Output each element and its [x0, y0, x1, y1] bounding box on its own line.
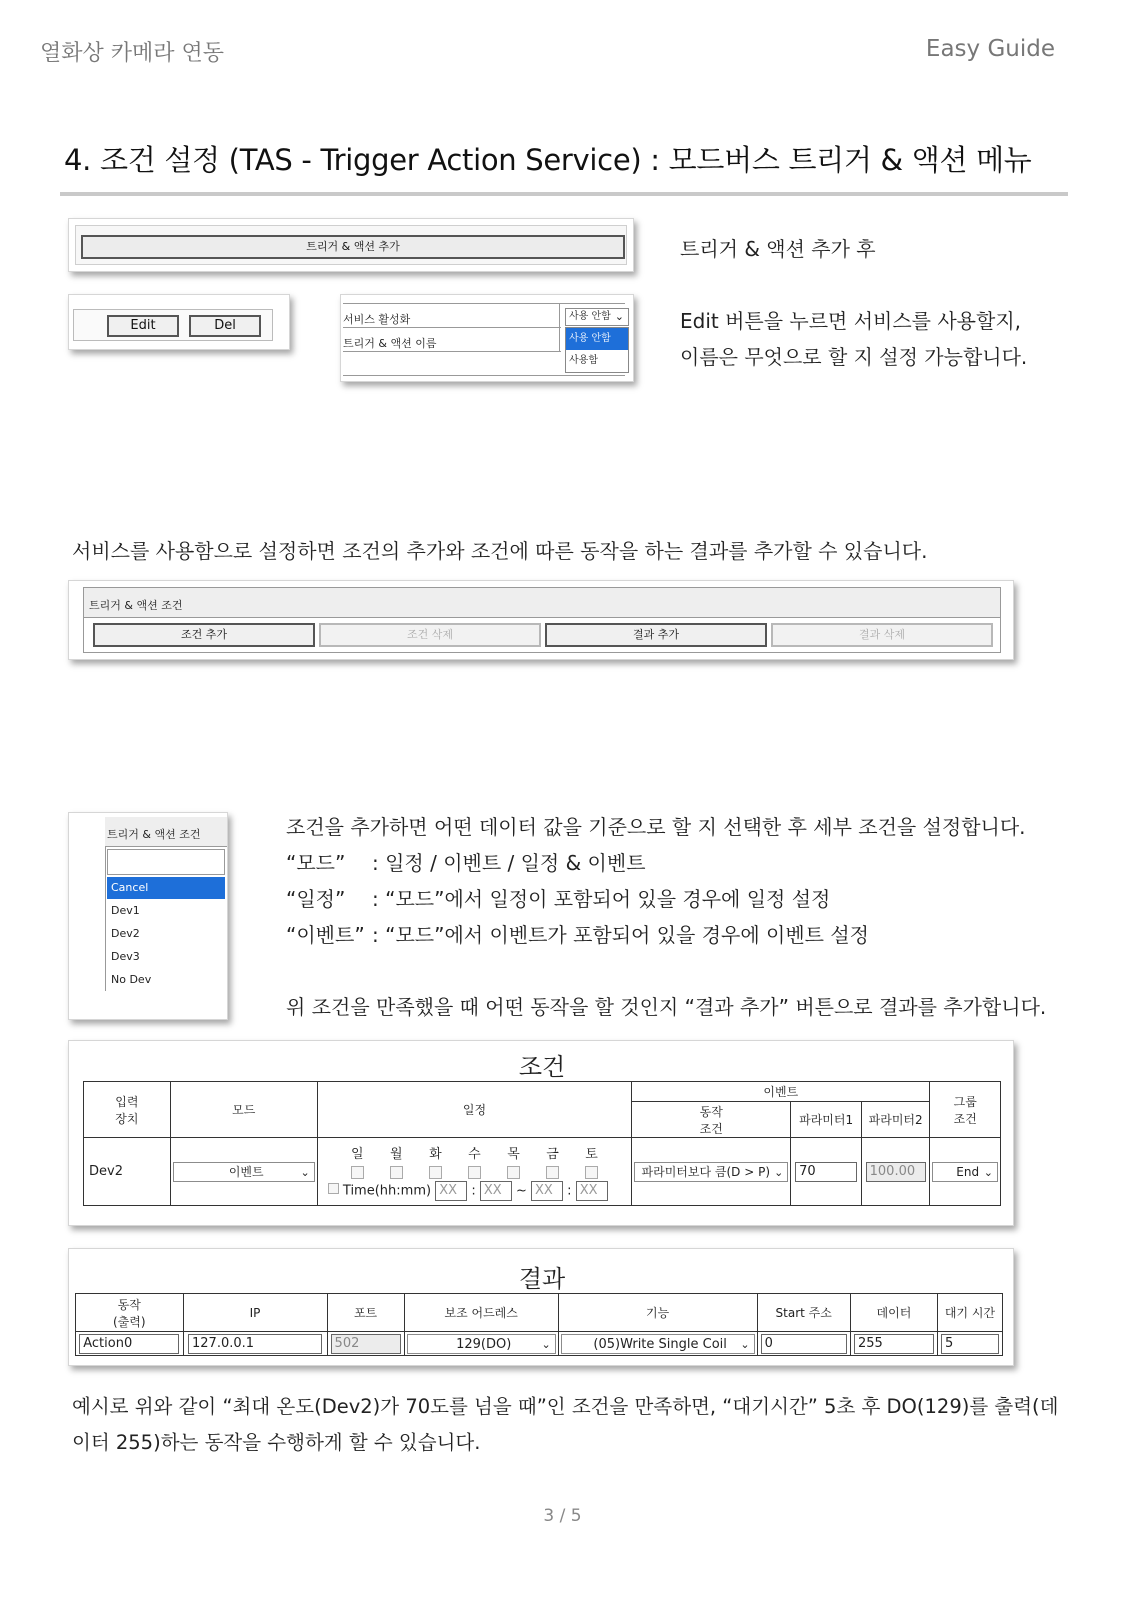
select-options	[565, 327, 629, 373]
header-left: 열화상 카메라 연동	[40, 41, 225, 66]
col-data: 데이터	[850, 1294, 937, 1332]
option-enabled[interactable]: 사용함	[569, 355, 598, 366]
col-mode: 모드	[170, 1082, 317, 1138]
condition-table	[83, 1081, 1001, 1206]
sub-address-select[interactable]: 129(DO) ⌄	[407, 1334, 556, 1354]
day-thu: 목	[507, 1146, 520, 1162]
col-sub-address: 보조 어드레스	[404, 1294, 558, 1332]
col-param2: 파라미터2	[861, 1102, 930, 1138]
condition-title: 조건	[518, 1053, 566, 1081]
text-mode-label: “모드”	[286, 851, 346, 875]
event-condition-select[interactable]: 파라미터보다 큼(D > P) ⌄	[634, 1162, 788, 1182]
service-enable-label: 서비스 활성화	[343, 313, 411, 326]
edit-button[interactable]: Edit	[107, 315, 179, 337]
day-mon: 월	[390, 1146, 403, 1162]
result-title: 결과	[518, 1265, 566, 1293]
time-row: Time(hh:mm) XX : XX ~ XX : XX	[318, 1181, 631, 1201]
checkbox-mon[interactable]	[390, 1166, 403, 1179]
ip-input[interactable]: 127.0.0.1	[188, 1334, 322, 1354]
text-schedule-label: “일정”	[286, 887, 346, 911]
checkbox-tue[interactable]	[429, 1166, 442, 1179]
col-group: 그룹 조건	[930, 1082, 1001, 1138]
screenshot-device-list	[68, 812, 228, 1020]
device-option-nodev[interactable]: No Dev	[111, 973, 152, 986]
col-function: 기능	[558, 1294, 757, 1332]
screenshot-edit-del	[68, 294, 290, 350]
screenshot-service-settings	[340, 294, 634, 382]
text-edit-line2: 이름은 무엇으로 할 지 설정 가능합니다.	[680, 345, 1028, 369]
screenshot-add-trigger	[68, 218, 634, 272]
day-wed: 수	[468, 1146, 481, 1162]
text-service-enabled: 서비스를 사용함으로 설정하면 조건의 추가와 조건에 따른 동작을 하는 결과를 추가할 수 있습니다.	[72, 539, 928, 563]
screenshot-result-table	[68, 1248, 1014, 1366]
col-action-output: 동작 (출력)	[76, 1294, 184, 1332]
text-edit-line1: Edit 버튼을 누르면 서비스를 사용할지,	[680, 309, 1021, 333]
cell-device: Dev2	[84, 1138, 171, 1206]
trigger-name-label: 트리거 & 액션 이름	[343, 337, 437, 350]
result-table	[75, 1293, 1003, 1356]
weekday-checkboxes	[318, 1162, 631, 1181]
checkbox-sat[interactable]	[585, 1166, 598, 1179]
device-option-dev2[interactable]: Dev2	[111, 927, 140, 940]
time-start-minute[interactable]: XX	[480, 1181, 512, 1201]
option-disabled[interactable]: 사용 안함	[566, 328, 628, 350]
condition-section-header: 트리거 & 액션 조건	[89, 599, 183, 612]
text-condition-intro: 조건을 추가하면 어떤 데이터 값을 기준으로 할 지 선택한 후 세부 조건을 설정합니다.	[286, 815, 1026, 839]
checkbox-thu[interactable]	[507, 1166, 520, 1179]
checkbox-fri[interactable]	[546, 1166, 559, 1179]
text-after-add: 트리거 & 액션 추가 후	[680, 237, 876, 261]
col-param1: 파라미터1	[791, 1102, 862, 1138]
port-input[interactable]: 502	[331, 1334, 401, 1354]
screenshot-condition-table	[68, 1040, 1014, 1226]
device-option-dev1[interactable]: Dev1	[111, 904, 140, 917]
delete-condition-button[interactable]: 조건 삭제	[319, 623, 541, 647]
day-fri: 금	[546, 1146, 559, 1162]
param2-input[interactable]: 100.00	[866, 1162, 926, 1182]
add-trigger-action-button[interactable]: 트리거 & 액션 추가	[81, 235, 625, 259]
col-start-address: Start 주소	[757, 1294, 850, 1332]
time-end-hour[interactable]: XX	[531, 1181, 563, 1201]
day-sat: 토	[585, 1146, 598, 1162]
col-event: 이벤트	[632, 1082, 930, 1102]
header-right: Easy Guide	[925, 36, 1055, 62]
title-divider	[60, 192, 1068, 196]
group-condition-select[interactable]: End ⌄	[932, 1162, 998, 1182]
device-option-dev3[interactable]: Dev3	[111, 950, 140, 963]
col-ip: IP	[183, 1294, 327, 1332]
page-title: 4. 조건 설정 (TAS - Trigger Action Service) : 모드버스 트리거 & 액션 메뉴	[64, 143, 1032, 177]
param1-input[interactable]: 70	[795, 1162, 857, 1182]
col-input-device: 입력 장치	[84, 1082, 171, 1138]
device-list	[107, 877, 225, 991]
del-button[interactable]: Del	[189, 315, 261, 337]
start-address-input[interactable]: 0	[761, 1334, 847, 1354]
col-action-condition: 동작 조건	[632, 1102, 791, 1138]
wait-time-input[interactable]: 5	[941, 1334, 999, 1354]
text-event-label: “이벤트”	[286, 923, 365, 947]
data-input[interactable]: 255	[854, 1334, 934, 1354]
col-port: 포트	[327, 1294, 404, 1332]
col-schedule: 일정	[317, 1082, 631, 1138]
text-example-line1: 예시로 위와 같이 “최대 온도(Dev2)가 70도를 넘을 때”인 조건을 만족하면, “대기시간” 5초 후 DO(129)를 출력(데	[72, 1395, 1059, 1418]
time-end-minute[interactable]: XX	[576, 1181, 608, 1201]
time-start-hour[interactable]: XX	[435, 1181, 467, 1201]
text-example-line2: 이터 255)하는 동작을 수행하게 할 수 있습니다.	[72, 1431, 481, 1454]
device-option-cancel[interactable]: Cancel	[107, 877, 225, 899]
function-select[interactable]: (05)Write Single Coil ⌄	[561, 1334, 755, 1354]
add-result-button[interactable]: 결과 추가	[545, 623, 767, 647]
col-wait-time: 대기 시간	[938, 1294, 1003, 1332]
text-mode-desc: : 일정 / 이벤트 / 일정 & 이벤트	[372, 851, 646, 875]
time-checkbox[interactable]	[328, 1183, 339, 1194]
text-event-desc: : “모드”에서 이벤트가 포함되어 있을 경우에 이벤트 설정	[372, 923, 870, 947]
action-name-input[interactable]: Action0	[79, 1334, 179, 1354]
checkbox-wed[interactable]	[468, 1166, 481, 1179]
mode-select[interactable]: 이벤트 ⌄	[173, 1162, 315, 1182]
screenshot-condition-buttons	[68, 580, 1014, 660]
text-schedule-desc: : “모드”에서 일정이 포함되어 있을 경우에 일정 설정	[372, 887, 831, 911]
day-tue: 화	[429, 1146, 442, 1162]
service-enable-select[interactable]: 사용 안함 ⌄	[565, 308, 629, 326]
device-list-header: 트리거 & 액션 조건	[107, 828, 201, 841]
add-condition-button[interactable]: 조건 추가	[93, 623, 315, 647]
text-add-result: 위 조건을 만족했을 때 어떤 동작을 할 것인지 “결과 추가” 버튼으로 결과를 추가합니다.	[286, 995, 1047, 1019]
page-number: 3 / 5	[543, 1506, 582, 1526]
time-label: Time(hh:mm)	[342, 1183, 432, 1198]
weekday-row	[318, 1143, 631, 1162]
day-sun: 일	[351, 1146, 364, 1162]
delete-result-button[interactable]: 결과 삭제	[771, 623, 993, 647]
checkbox-sun[interactable]	[351, 1166, 364, 1179]
